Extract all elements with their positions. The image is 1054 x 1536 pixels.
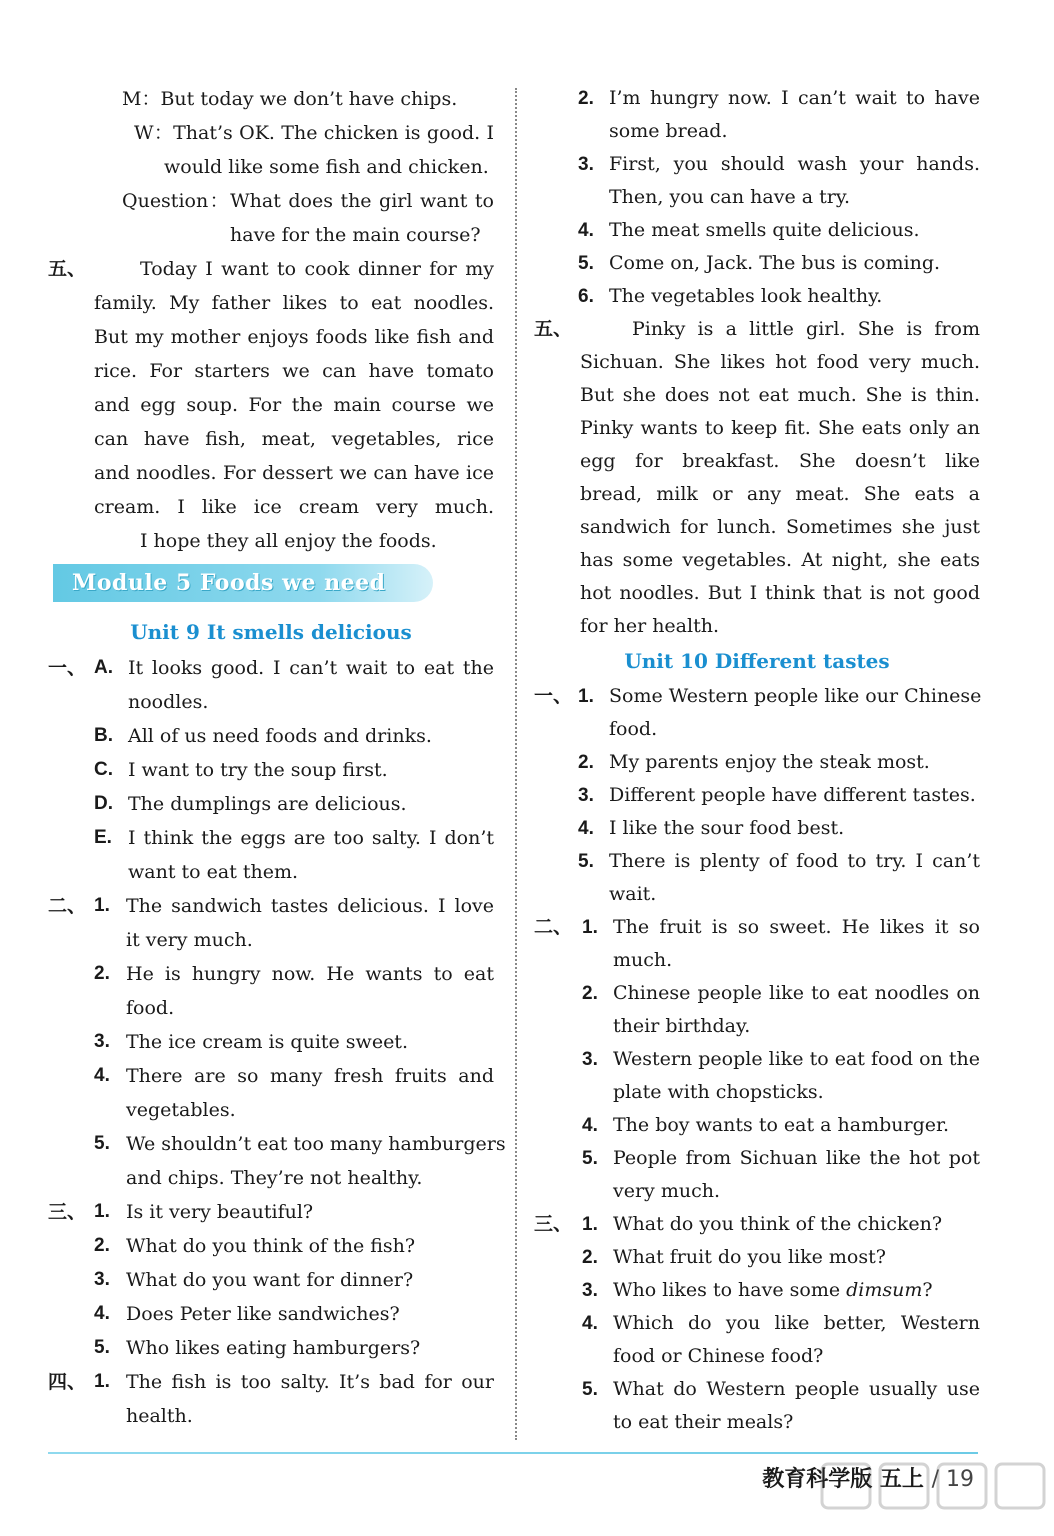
answer-line <box>48 1059 494 1093</box>
passage-line <box>534 379 980 412</box>
answer-line <box>534 977 980 1010</box>
footer-rule <box>48 1452 978 1454</box>
page-number: / 19 <box>931 1467 974 1492</box>
answer-line <box>534 878 980 911</box>
answer-line <box>534 944 980 977</box>
passage-line <box>534 445 980 478</box>
passage-text: family. My father likes to eat noodles. <box>94 292 494 314</box>
dialog-block <box>48 82 494 252</box>
answer-line <box>534 1142 980 1175</box>
answer-text: What do you want for dinner? <box>126 1269 414 1291</box>
answer-text: very much. <box>613 1180 721 1202</box>
unit-10-title: Unit 10 Different tastes <box>624 649 890 673</box>
answer-text: food or Chinese food? <box>613 1345 824 1367</box>
answer-line <box>48 1025 494 1059</box>
item-number: 2. <box>578 88 594 109</box>
passage-line <box>534 313 980 346</box>
item-number: 1. <box>94 1371 110 1392</box>
answer-line <box>48 923 494 957</box>
answer-text: The dumplings are delicious. <box>128 793 407 815</box>
answer-text: He is hungry now. He wants to eat <box>126 963 494 985</box>
answer-line <box>48 787 494 821</box>
item-number: 5. <box>94 1133 110 1154</box>
answer-line <box>48 1263 494 1297</box>
dialog-line: Question：What does the girl want to <box>122 190 494 212</box>
item-number: 3. <box>94 1269 110 1290</box>
answer-line <box>534 115 980 148</box>
answer-text: want to eat them. <box>128 861 299 883</box>
passage-line <box>534 577 980 610</box>
answer-text: We shouldn’t eat too many hamburgers <box>126 1133 506 1155</box>
passage-line <box>48 422 494 456</box>
passage-line <box>534 478 980 511</box>
passage-line <box>48 456 494 490</box>
answer-text: There is plenty of food to try. I can’t <box>609 850 980 872</box>
passage-text: and noodles. For dessert we can have ice <box>94 462 494 484</box>
answer-text: Is it very beautiful? <box>126 1201 314 1223</box>
item-number: 4. <box>94 1303 110 1324</box>
answer-line <box>534 1373 980 1406</box>
answer-text: Who likes to have some dimsum? <box>613 1279 933 1301</box>
answer-text: food. <box>609 718 658 740</box>
answer-text: Western people like to eat food on the <box>613 1048 980 1070</box>
answer-line <box>534 1076 980 1109</box>
left-column <box>48 82 506 1433</box>
answer-line <box>48 889 494 923</box>
item-number: 3. <box>582 1049 598 1070</box>
item-number: 1. <box>94 1201 110 1222</box>
passage-line <box>48 286 494 320</box>
passage-line <box>48 320 494 354</box>
answer-text: All of us need foods and drinks. <box>128 725 432 747</box>
item-number: 2. <box>578 752 594 773</box>
section-2-answers <box>48 889 506 1195</box>
passage-line <box>534 610 980 643</box>
answer-text: I want to try the soup first. <box>128 759 388 781</box>
item-number: 1. <box>582 917 598 938</box>
answer-line <box>48 1331 494 1365</box>
answer-line <box>534 1109 980 1142</box>
column-divider <box>515 88 517 1440</box>
answer-line <box>534 845 980 878</box>
answer-line <box>534 779 980 812</box>
item-number: 4. <box>578 220 594 241</box>
section-label: 一、 <box>48 657 87 679</box>
answer-text: much. <box>613 949 673 971</box>
item-number: 5. <box>582 1379 598 1400</box>
answer-line <box>534 911 980 944</box>
answer-text: I think the eggs are too salty. I don’t <box>128 827 494 849</box>
section-label: 三、 <box>534 1213 573 1235</box>
section-label: 一、 <box>534 685 573 707</box>
answer-line <box>534 746 980 779</box>
passage-text: has some vegetables. At night, she eats <box>580 549 980 571</box>
answer-text: noodles. <box>128 691 209 713</box>
item-number: A. <box>94 657 113 678</box>
answer-text: I’m hungry now. I can’t wait to have <box>609 87 980 109</box>
answer-line <box>534 1241 980 1274</box>
item-number: 5. <box>582 1148 598 1169</box>
item-number: 3. <box>578 154 594 175</box>
unit-9-title: Unit 9 It smells delicious <box>130 620 412 644</box>
section-4-continued <box>534 82 980 313</box>
answer-text: The fruit is so sweet. He likes it so <box>613 916 980 938</box>
answer-line <box>534 713 980 746</box>
answer-text: People from Sichuan like the hot pot <box>613 1147 980 1169</box>
answer-text: What do you think of the chicken? <box>613 1213 943 1235</box>
passage-line <box>534 544 980 577</box>
answer-text: to eat their meals? <box>613 1411 794 1433</box>
passage-text: But my mother enjoys foods like fish and <box>94 326 494 348</box>
passage-text: can have fish, meat, vegetables, rice <box>94 428 494 450</box>
answer-text: What fruit do you like most? <box>613 1246 886 1268</box>
answer-line <box>48 855 494 889</box>
watermark-logo <box>818 1456 1048 1536</box>
answer-text: The meat smells quite delicious. <box>609 219 920 241</box>
section-label: 四、 <box>48 1371 87 1393</box>
answer-text: and chips. They’re not healthy. <box>126 1167 423 1189</box>
section-label: 五、 <box>48 258 87 280</box>
answer-line <box>534 812 980 845</box>
section-1-answers <box>48 651 494 889</box>
answer-text: plate with chopsticks. <box>613 1081 824 1103</box>
item-number: 2. <box>582 983 598 1004</box>
passage-line <box>48 524 494 558</box>
answer-text: wait. <box>609 883 657 905</box>
item-number: 5. <box>94 1337 110 1358</box>
passage-text: cream. I like ice cream very much. <box>94 496 494 518</box>
publisher-label: 教育科学版 五上 <box>762 1467 924 1492</box>
item-number: 6. <box>578 286 594 307</box>
answer-text: food. <box>126 997 175 1019</box>
answer-text: The ice cream is quite sweet. <box>126 1031 408 1053</box>
answer-text: Who likes eating hamburgers? <box>126 1337 421 1359</box>
item-number: 4. <box>94 1065 110 1086</box>
item-number: B. <box>94 725 113 746</box>
item-number: 3. <box>578 785 594 806</box>
answer-line <box>534 82 980 115</box>
item-number: 1. <box>582 1214 598 1235</box>
answer-line <box>534 1406 980 1439</box>
answer-line <box>48 1365 494 1399</box>
passage-text: I hope they all enjoy the foods. <box>140 530 437 552</box>
answer-text: What do you think of the fish? <box>126 1235 416 1257</box>
answer-text: I like the sour food best. <box>609 817 845 839</box>
item-number: 2. <box>94 963 110 984</box>
answer-text: health. <box>126 1405 193 1427</box>
answer-text: It looks good. I can’t wait to eat the <box>128 657 494 679</box>
passage-text: hot noodles. But I think that is not good <box>580 582 980 604</box>
answer-line <box>534 1307 980 1340</box>
answer-line <box>48 1229 494 1263</box>
answer-text: Then, you can have a try. <box>609 186 851 208</box>
passage-text: and egg soup. For the main course we <box>94 394 494 416</box>
passage-line <box>534 511 980 544</box>
passage-text: sandwich for lunch. Sometimes she just <box>580 516 980 538</box>
section-3-answers <box>48 1195 494 1365</box>
dialog-line: M：But today we don’t have chips. <box>122 88 458 110</box>
answer-line <box>48 753 494 787</box>
answer-line <box>48 1399 494 1433</box>
answer-line <box>534 1208 980 1241</box>
item-number: 3. <box>582 1280 598 1301</box>
module-banner <box>48 562 494 606</box>
answer-line <box>534 1274 980 1307</box>
passage-text: Today I want to cook dinner for my <box>140 258 494 280</box>
answer-text: their birthday. <box>613 1015 751 1037</box>
item-number: 4. <box>578 818 594 839</box>
answer-line <box>48 1161 494 1195</box>
passage-line <box>48 388 494 422</box>
section-2-answers <box>534 911 980 1208</box>
answer-text: The boy wants to eat a hamburger. <box>613 1114 950 1136</box>
answer-text: The sandwich tastes delicious. I love <box>126 895 494 917</box>
passage-text: rice. For starters we can have tomato <box>94 360 494 382</box>
answer-text: My parents enjoy the steak most. <box>609 751 930 773</box>
answer-line <box>534 280 980 313</box>
item-number: E. <box>94 827 112 848</box>
passage-text: bread, milk or any meat. She eats a <box>580 483 980 505</box>
answer-line <box>48 1297 494 1331</box>
answer-line <box>48 719 494 753</box>
answer-line <box>534 680 980 713</box>
answer-line <box>534 148 980 181</box>
answer-line <box>48 821 494 855</box>
passage-text: egg for breakfast. She doesn’t like <box>580 450 980 472</box>
answer-line <box>534 214 980 247</box>
answer-line <box>48 1195 494 1229</box>
answer-text: Different people have different tastes. <box>609 784 976 806</box>
dialog-line: W：That’s OK. The chicken is good. I <box>134 122 494 144</box>
answer-text: Does Peter like sandwiches? <box>126 1303 400 1325</box>
answer-line <box>534 1010 980 1043</box>
answer-line <box>534 181 980 214</box>
passage-line <box>534 412 980 445</box>
answer-text: There are so many fresh fruits and <box>126 1065 494 1087</box>
answer-line <box>534 247 980 280</box>
answer-text: The fish is too salty. It’s bad for our <box>126 1371 494 1393</box>
answer-line <box>48 651 494 685</box>
dialog-line: would like some fish and chicken. <box>164 156 489 178</box>
answer-text: What do Western people usually use <box>613 1378 980 1400</box>
answer-text: Some Western people like our Chinese <box>609 685 982 707</box>
item-number: 1. <box>94 895 110 916</box>
section-5-passage <box>534 313 980 643</box>
dialog-line: have for the main course? <box>230 224 481 246</box>
right-column <box>534 82 980 1439</box>
answer-line <box>534 1340 980 1373</box>
passage-line <box>48 490 494 524</box>
section-label: 二、 <box>48 895 87 917</box>
module-title: Module 5 Foods we need <box>72 570 386 596</box>
section-1-answers <box>534 680 980 911</box>
item-number: C. <box>94 759 113 780</box>
answer-text: Which do you like better, Western <box>613 1312 980 1334</box>
item-number: 2. <box>582 1247 598 1268</box>
item-number: 4. <box>582 1313 598 1334</box>
answer-text: it very much. <box>126 929 253 951</box>
item-number: D. <box>94 793 113 814</box>
section-label: 五、 <box>534 318 573 340</box>
passage-text: for her health. <box>580 615 719 637</box>
answer-text: The vegetables look healthy. <box>609 285 883 307</box>
answer-line <box>534 1043 980 1076</box>
answer-text: First, you should wash your hands. <box>609 153 980 175</box>
answer-line <box>534 1175 980 1208</box>
answer-text: Chinese people like to eat noodles on <box>613 982 980 1004</box>
item-number: 5. <box>578 253 594 274</box>
answer-line <box>48 957 494 991</box>
section-3-answers <box>534 1208 980 1439</box>
passage-line <box>48 252 494 286</box>
answer-line <box>48 1093 494 1127</box>
item-number: 1. <box>578 686 594 707</box>
passage-text: Pinky wants to keep fit. She eats only an <box>580 417 980 439</box>
item-number: 5. <box>578 851 594 872</box>
section-label: 二、 <box>534 916 573 938</box>
answer-line <box>48 685 494 719</box>
item-number: 4. <box>582 1115 598 1136</box>
passage-text: Sichuan. She likes hot food very much. <box>580 351 980 373</box>
passage-line <box>48 354 494 388</box>
passage-text: Pinky is a little girl. She is from <box>632 318 980 340</box>
item-number: 2. <box>94 1235 110 1256</box>
answer-text: vegetables. <box>126 1099 236 1121</box>
answer-text: Come on, Jack. The bus is coming. <box>609 252 941 274</box>
item-number: 3. <box>94 1031 110 1052</box>
answer-line <box>48 991 494 1025</box>
section-4-answers <box>48 1365 494 1433</box>
passage-text: But she does not eat much. She is thin. <box>580 384 980 406</box>
section-label: 三、 <box>48 1201 87 1223</box>
passage-line <box>534 346 980 379</box>
answer-text: some bread. <box>609 120 728 142</box>
section-5-passage <box>48 252 494 558</box>
answer-line <box>48 1127 506 1161</box>
